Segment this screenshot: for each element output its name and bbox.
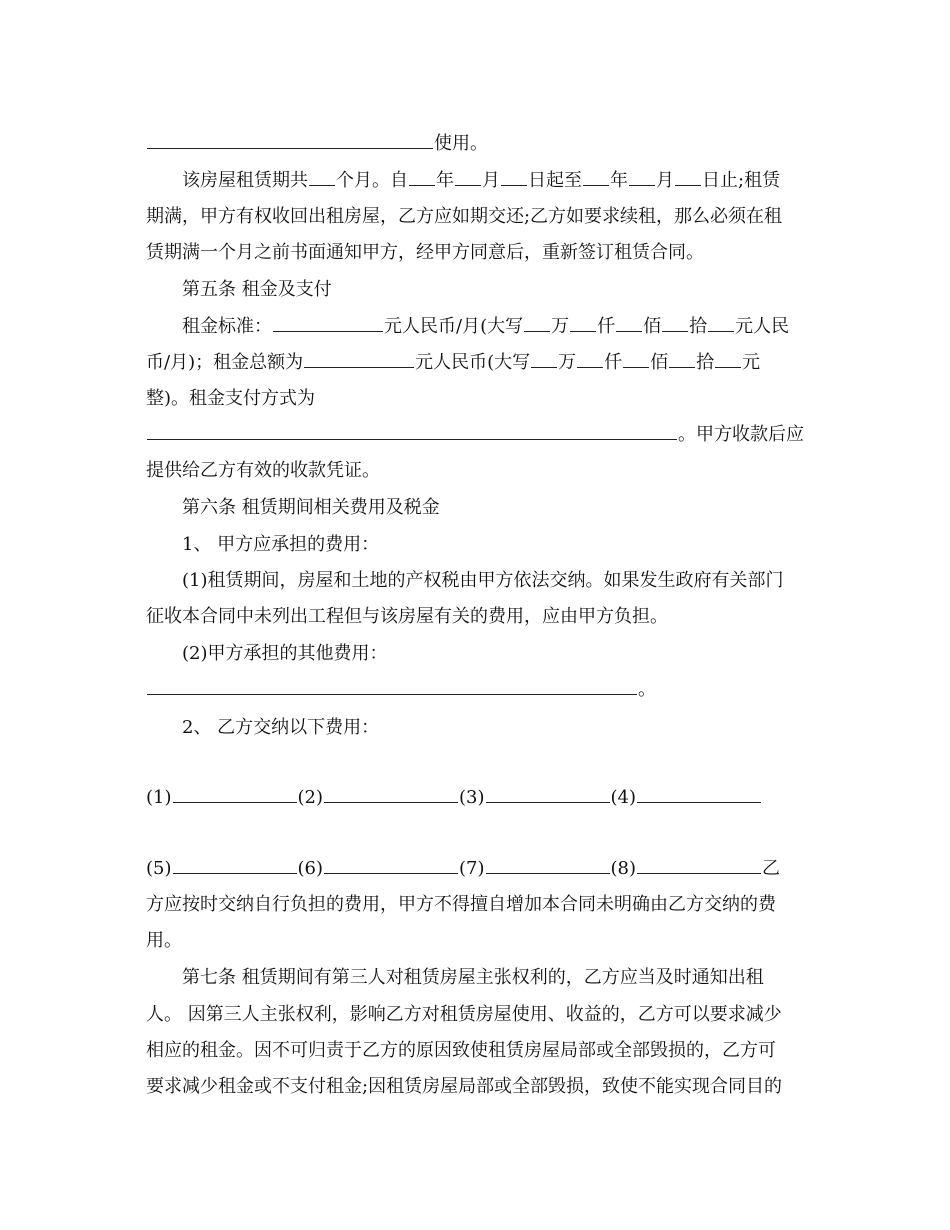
blank-field[interactable] (486, 851, 610, 874)
blank-field[interactable] (486, 780, 610, 803)
text: 元人民币(大写 (415, 352, 531, 373)
text: 元人民 (735, 316, 790, 337)
text-line: 方应按时交纳自行负担的费用，甲方不得擅自增加本合同未明确由乙方交纳的费 (146, 894, 776, 915)
text-line: 要求减少租金或不支付租金;因租赁房屋局部或全部毁损，致使不能实现合同目的 (146, 1076, 783, 1097)
text: 使用。 (434, 133, 488, 154)
text: 月 (656, 170, 674, 191)
blank-field[interactable] (637, 780, 761, 803)
text-line: 期满，甲方有权收回出租房屋，乙方应如期交还;乙方如要求续租，那么必须在租 (146, 206, 783, 227)
text: (5) (146, 858, 172, 879)
blank-field[interactable] (173, 851, 297, 874)
text: 元 (742, 352, 761, 373)
blank-field[interactable] (324, 851, 458, 874)
text-line: 相应的租金。因不可归责于乙方的原因致使租赁房屋局部或全部毁损的，乙方可 (146, 1040, 776, 1061)
text: 日起至 (528, 170, 582, 191)
blank-field[interactable] (147, 672, 637, 695)
text-line: 2、 乙方交纳以下费用： (182, 717, 380, 738)
text: 万 (551, 316, 570, 337)
text: 年 (610, 170, 628, 191)
text: 拾 (689, 316, 708, 337)
text: (6) (297, 858, 323, 879)
text: 仟 (604, 352, 623, 373)
text: 元人民币/月(大写 (384, 316, 524, 337)
text: 币/月)；租金总额为 (146, 352, 304, 373)
blank-field[interactable] (147, 417, 677, 440)
text-line (146, 417, 806, 453)
text-line: 提供给乙方有效的收款凭证。 (146, 460, 380, 481)
blank-field[interactable] (708, 309, 734, 332)
text-line: 用。 (146, 930, 182, 951)
fee-blanks-row (146, 851, 806, 887)
text-line: (2)甲方承担的其他费用： (182, 643, 388, 664)
blank-field[interactable] (577, 345, 603, 368)
blank-field[interactable] (675, 163, 701, 186)
blank-field[interactable] (629, 163, 655, 186)
blank-field[interactable] (501, 163, 527, 186)
text: 拾 (696, 352, 715, 373)
text: 。甲方收款后应 (678, 424, 804, 445)
text-line (182, 163, 806, 199)
text: 万 (558, 352, 577, 373)
blank-field[interactable] (273, 309, 383, 332)
text: (2) (297, 787, 323, 808)
text: 仟 (597, 316, 616, 337)
blank-field[interactable] (570, 309, 596, 332)
blank-field[interactable] (147, 126, 433, 149)
blank-field[interactable] (524, 309, 550, 332)
text: (7) (459, 858, 485, 879)
text-line: 人。 因第三人主张权利，影响乙方对租赁房屋使用、收益的，乙方可以要求减少 (146, 1004, 782, 1025)
blank-field[interactable] (309, 163, 335, 186)
article-heading: 第五条 租金及支付 (182, 279, 332, 300)
blank-field[interactable] (531, 345, 557, 368)
blank-field[interactable] (455, 163, 481, 186)
text-line (182, 309, 806, 345)
text-line (146, 345, 806, 381)
text-line (146, 672, 806, 708)
text: 该房屋租赁期共 (182, 170, 308, 191)
blank-field[interactable] (304, 345, 414, 368)
text: (8) (610, 858, 636, 879)
blank-field[interactable] (669, 345, 695, 368)
text: 日止;租赁 (702, 170, 781, 191)
text: 。 (638, 679, 656, 700)
fee-blanks-row (146, 780, 806, 816)
text-line: (1)租赁期间，房屋和土地的产权税由甲方依法交纳。如果发生政府有关部门 (182, 570, 784, 591)
text: 租金标准： (182, 316, 272, 337)
text-line (146, 126, 806, 162)
text: (3) (459, 787, 485, 808)
text: 乙 (762, 858, 780, 879)
blank-field[interactable] (173, 780, 297, 803)
text-line: 赁期满一个月之前书面通知甲方，经甲方同意后，重新签订租赁合同。 (146, 242, 704, 263)
article-heading: 第六条 租赁期间相关费用及税金 (182, 497, 440, 518)
blank-field[interactable] (409, 163, 435, 186)
text: 月 (482, 170, 500, 191)
text-line: 征收本合同中未列出工程但与该房屋有关的费用，应由甲方负担。 (146, 606, 668, 627)
text: (4) (610, 787, 636, 808)
blank-field[interactable] (583, 163, 609, 186)
blank-field[interactable] (715, 345, 741, 368)
text: 佰 (650, 352, 669, 373)
text-line: 第七条 租赁期间有第三人对租赁房屋主张权利的，乙方应当及时通知出租 (182, 967, 764, 988)
text: 年 (436, 170, 454, 191)
blank-field[interactable] (324, 780, 458, 803)
blank-field[interactable] (623, 345, 649, 368)
text-line: 整)。租金支付方式为 (146, 388, 316, 409)
blank-field[interactable] (637, 851, 761, 874)
text: (1) (146, 787, 172, 808)
blank-field[interactable] (616, 309, 642, 332)
blank-field[interactable] (662, 309, 688, 332)
text: 个月。自 (336, 170, 408, 191)
text-line: 1、 甲方应承担的费用： (182, 534, 380, 555)
text: 佰 (643, 316, 662, 337)
